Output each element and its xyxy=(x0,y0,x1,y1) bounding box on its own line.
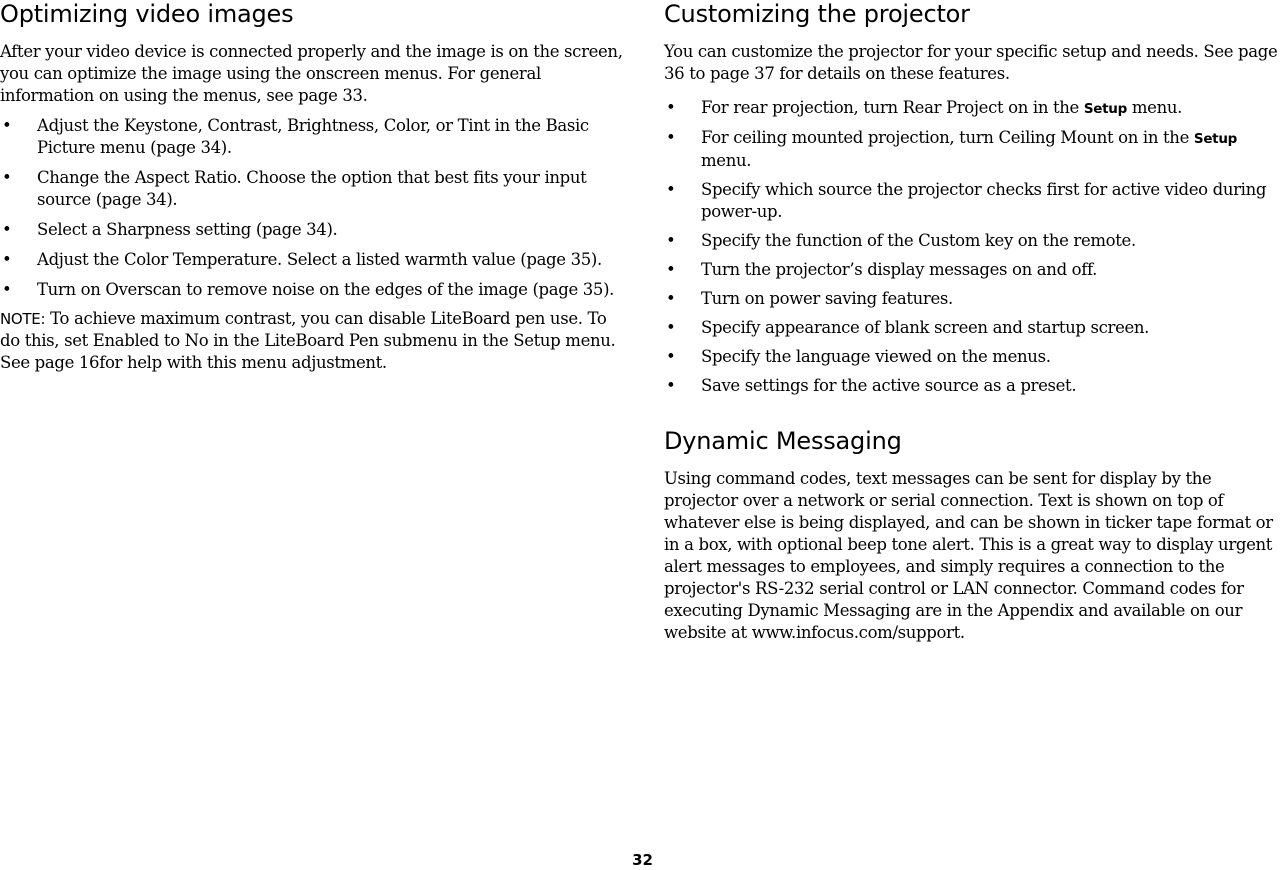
list-item: • Specify appearance of blank screen and startup screen. xyxy=(664,317,1285,339)
note-text: To achieve maximum contrast, you can disable LiteBoard pen use. To do this, set Enabled to No in the LiteBoard Pen submenu in the Setup menu. See page 16for help with this menu adjustment. xyxy=(0,309,616,372)
list-item: • For ceiling mounted projection, turn Ceiling Mount on in the Setup menu. xyxy=(664,127,1285,172)
customizing-bullet-list xyxy=(664,97,1285,397)
note-label: NOTE: xyxy=(0,310,46,328)
list-item: • Adjust the Keystone, Contrast, Brightness, Color, or Tint in the Basic Picture menu (page 34). xyxy=(0,115,630,159)
note-paragraph xyxy=(0,308,630,374)
dynamic-messaging-body: Using command codes, text messages can be sent for display by the projector over a network or serial connection. Text is shown on top of whatever else is being displayed, and can be shown in ticker tape format or in a box, with optional beep tone alert. This is a great way to display urgent alert messages to employees, and simply requires a connection to the projector's RS-232 serial control or LAN connector. Command codes for executing Dynamic Messaging are in the Appendix and available on our website at www.infocus.com/support. xyxy=(664,469,1273,642)
list-item: • Select a Sharpness setting (page 34). xyxy=(0,219,630,241)
left-column xyxy=(0,0,630,374)
list-item: • Save settings for the active source as a preset. xyxy=(664,375,1285,397)
list-item: • Turn on power saving features. xyxy=(664,288,1285,310)
page-number: 32 xyxy=(632,851,653,869)
list-item: • Specify the function of the Custom key on the remote. xyxy=(664,230,1285,252)
section-heading-optimizing: Optimizing video images xyxy=(0,0,294,28)
list-item: • Adjust the Color Temperature. Select a listed warmth value (page 35). xyxy=(0,249,630,271)
list-item: • Specify the language viewed on the menus. xyxy=(664,346,1285,368)
section-heading-customizing: Customizing the projector xyxy=(664,0,970,28)
section-heading-dynamic-messaging: Dynamic Messaging xyxy=(664,427,902,455)
setup-menu-name: Setup xyxy=(1083,101,1127,117)
setup-menu-name: Setup xyxy=(1193,131,1237,147)
optimizing-bullet-list xyxy=(0,115,630,301)
list-item: • Turn the projector’s display messages on and off. xyxy=(664,259,1285,281)
list-item: • For rear projection, turn Rear Project on in the Setup menu. xyxy=(664,97,1285,120)
list-item: • Turn on Overscan to remove noise on the edges of the image (page 35). xyxy=(0,279,630,301)
optimizing-intro: After your video device is connected properly and the image is on the screen, you can optimize the image using the onscreen menus. For general information on using the menus, see page 33. xyxy=(0,42,623,105)
customizing-intro: You can customize the projector for your specific setup and needs. See page 36 to page 37 for details on these features. xyxy=(664,42,1278,83)
list-item: • Change the Aspect Ratio. Choose the option that best fits your input source (page 34). xyxy=(0,167,630,211)
list-item: • Specify which source the projector checks first for active video during power-up. xyxy=(664,179,1285,223)
right-column xyxy=(664,0,1285,644)
